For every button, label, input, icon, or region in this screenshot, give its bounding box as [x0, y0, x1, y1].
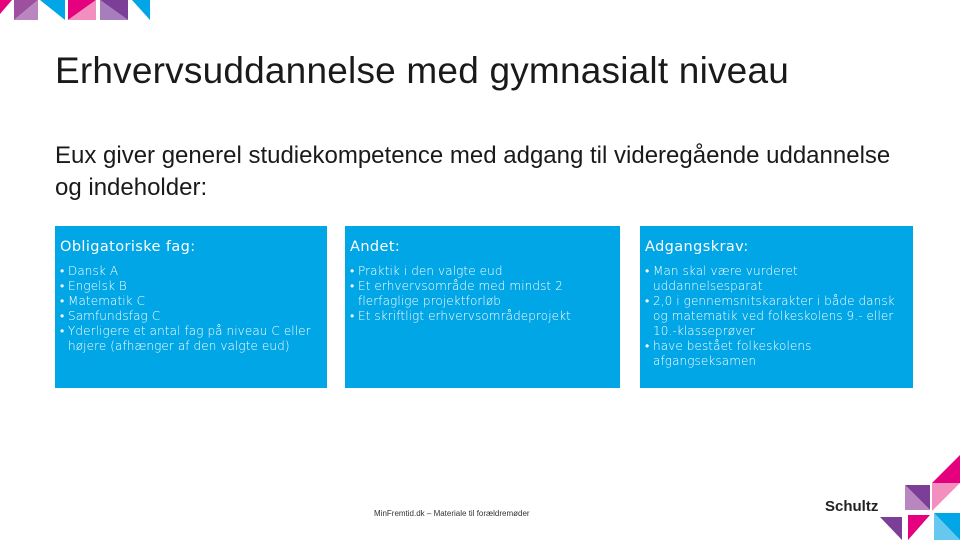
slide-subtitle: Eux giver generel studiekompetence med adgang til videregående uddannelse og indeholder: [55, 142, 891, 201]
list-item: • Et erhvervsområde med mindst 2 flerfaglige projektforløb [350, 279, 615, 309]
list-item: • Engelsk B [60, 279, 322, 294]
info-box-admission-requirements [640, 226, 913, 388]
box-list [350, 264, 615, 324]
box-heading: Andet: [350, 239, 401, 255]
list-item: • Matematik C [60, 294, 322, 309]
box-list [60, 264, 322, 354]
corner-decoration-top [0, 0, 150, 20]
corner-decoration-bottom-right [850, 455, 960, 540]
list-item: • Et skriftligt erhvervsområdeprojekt [350, 309, 615, 324]
list-item: • Man skal være vurderet uddannelsesparat [645, 264, 908, 294]
list-item: • Dansk A [60, 264, 322, 279]
list-item: • have bestået folkeskolens afgangseksamen [645, 339, 908, 369]
box-heading: Adgangskrav: [645, 239, 749, 255]
box-list [645, 264, 908, 369]
list-item: • Samfundsfag C [60, 309, 322, 324]
info-box-other [345, 226, 620, 388]
schultz-logo: Schultz [825, 498, 879, 515]
box-heading: Obligatoriske fag: [60, 239, 196, 255]
list-item: • Yderligere et antal fag på niveau C eller højere (afhænger af den valgte eud) [60, 324, 322, 354]
list-item: • Praktik i den valgte eud [350, 264, 615, 279]
list-item: • 2,0 i gennemsnitskarakter i både dansk og matematik ved folkeskolens 9.- eller 10.-klasseprøver [645, 294, 908, 339]
info-box-mandatory-subjects [55, 226, 327, 388]
slide-title: Erhvervsuddannelse med gymnasialt niveau [55, 50, 790, 91]
slide-footer: MinFremtid.dk – Materiale til forældremøder [374, 509, 530, 518]
